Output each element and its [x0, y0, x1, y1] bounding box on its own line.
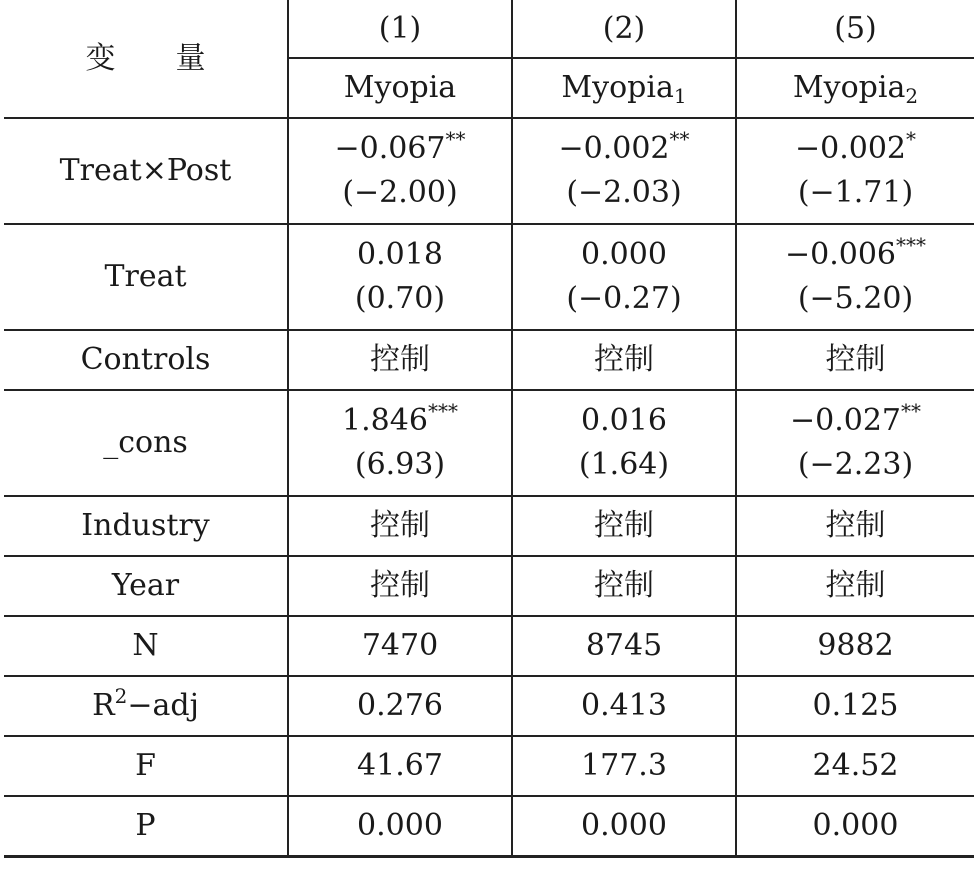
t-stat: (1.64) [578, 447, 670, 482]
value-cell: 0.000 [512, 796, 736, 856]
coef-cell [736, 390, 974, 496]
table-row [4, 224, 974, 330]
table-row [4, 616, 974, 676]
coef-cell [288, 390, 512, 496]
significance-stars: *** [427, 399, 458, 423]
row-label-main: R [92, 688, 115, 723]
row-label [4, 676, 288, 736]
value-cell: 177.3 [512, 736, 736, 796]
t-stat: (−5.20) [797, 281, 914, 316]
coef-cell [736, 118, 974, 224]
column-name-text: Myopia [343, 70, 457, 105]
coef-value: −0.027 [789, 403, 902, 438]
coef-value: −0.006 [784, 237, 897, 272]
t-stat: (−2.03) [566, 175, 682, 210]
value-cell: 0.125 [736, 676, 974, 736]
value-cell: 0.276 [288, 676, 512, 736]
value-cell: 24.52 [736, 736, 974, 796]
value-cell: 控制 [288, 556, 512, 616]
column-number: (5) [736, 0, 974, 58]
coef-value: 0.000 [581, 237, 667, 272]
value-cell: 7470 [288, 616, 512, 676]
row-label-rest: −adj [127, 688, 199, 723]
significance-stars: ** [901, 399, 922, 423]
column-number: (1) [288, 0, 512, 58]
table-row [4, 118, 974, 224]
significance-stars: * [906, 127, 917, 151]
value-cell: 控制 [288, 496, 512, 556]
coef-value: −0.067 [334, 131, 446, 166]
coef-cell [512, 390, 736, 496]
coef-value: 0.016 [581, 403, 667, 438]
value-cell: 8745 [512, 616, 736, 676]
value-cell: 控制 [736, 556, 974, 616]
t-stat: (0.70) [354, 281, 446, 316]
column-name-subscript: 1 [673, 84, 687, 108]
significance-stars: ** [445, 127, 466, 151]
coef-cell [288, 118, 512, 224]
row-label: Year [4, 556, 288, 616]
variable-header: 变 量 [4, 0, 288, 118]
row-label: N [4, 616, 288, 676]
value-cell: 控制 [288, 330, 512, 390]
coef-value: −0.002 [558, 131, 670, 166]
column-name-text: Myopia [792, 70, 906, 105]
coef-cell [512, 118, 736, 224]
table-row [4, 390, 974, 496]
column-name-subscript: 2 [905, 84, 919, 108]
row-label-superscript: 2 [114, 684, 128, 708]
row-label: Treat×Post [4, 118, 288, 224]
table-row [4, 496, 974, 556]
coef-cell [736, 224, 974, 330]
table-row [4, 676, 974, 736]
coef-value: 1.846 [342, 403, 428, 438]
coef-value: 0.018 [357, 237, 443, 272]
t-stat: (−1.71) [797, 175, 914, 210]
column-number: (2) [512, 0, 736, 58]
t-stat: (−2.23) [797, 447, 914, 482]
column-name [512, 58, 736, 118]
column-name-text: Myopia [561, 70, 674, 105]
t-stat: (−0.27) [566, 281, 682, 316]
coef-cell [512, 224, 736, 330]
coef-cell [288, 224, 512, 330]
value-cell: 9882 [736, 616, 974, 676]
table-row [4, 330, 974, 390]
column-name [288, 58, 512, 118]
row-label: Controls [4, 330, 288, 390]
value-cell: 控制 [736, 496, 974, 556]
coef-value: −0.002 [794, 131, 907, 166]
value-cell: 0.413 [512, 676, 736, 736]
t-stat: (−2.00) [342, 175, 458, 210]
row-label: F [4, 736, 288, 796]
table-row [4, 796, 974, 856]
row-label: Treat [4, 224, 288, 330]
table-row [4, 736, 974, 796]
t-stat: (6.93) [354, 447, 446, 482]
row-label: Industry [4, 496, 288, 556]
significance-stars: *** [896, 233, 927, 257]
regression-table [4, 0, 974, 858]
significance-stars: ** [669, 127, 690, 151]
table-row [4, 556, 974, 616]
value-cell: 控制 [512, 330, 736, 390]
value-cell: 41.67 [288, 736, 512, 796]
value-cell: 控制 [512, 496, 736, 556]
column-name [736, 58, 974, 118]
header-row-numbers [4, 0, 974, 58]
value-cell: 控制 [512, 556, 736, 616]
value-cell: 0.000 [736, 796, 974, 856]
row-label: P [4, 796, 288, 856]
value-cell: 控制 [736, 330, 974, 390]
row-label: _cons [4, 390, 288, 496]
value-cell: 0.000 [288, 796, 512, 856]
